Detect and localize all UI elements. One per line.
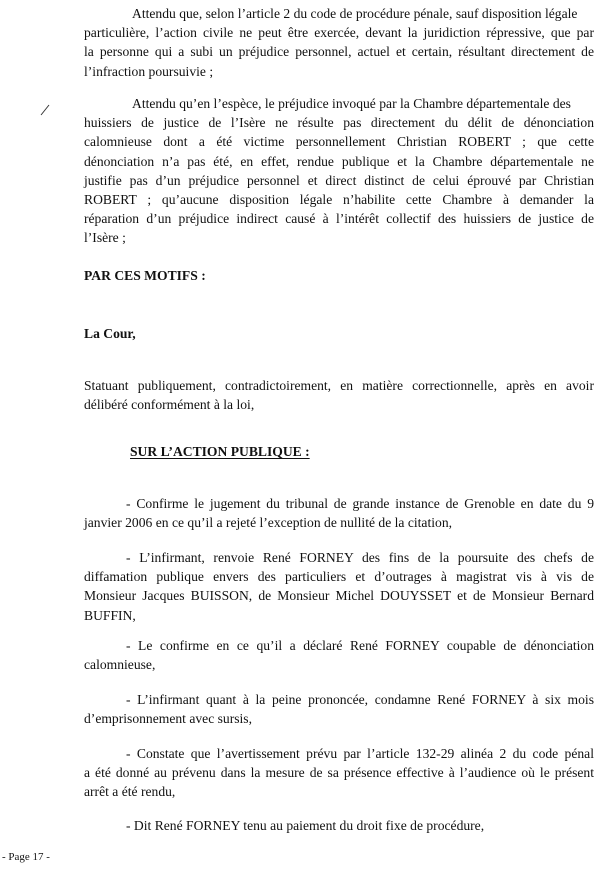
paragraph-confirme-jugement <box>84 494 594 532</box>
text-line: ROBERT ; qu’aucune disposition légale n’habilite cette Chambre à demander la <box>84 192 594 208</box>
text-line: huissiers de justice de l’Isère ne résulte pas directement du délit de dénonciation <box>84 115 594 131</box>
text-line: dénonciation n’a pas été, en effet, rendue publique et la Chambre départementale ne <box>84 153 594 169</box>
text-line: - Le confirme en ce qu’il a déclaré René FORNEY coupable de dénonciation <box>126 638 594 653</box>
text-line: délibéré conformément à la loi, <box>84 397 255 413</box>
text-line: justifie pas d’un préjudice personnel et direct distinct de celui éprouvé par Christian <box>84 172 594 188</box>
heading-la-cour: La Cour, <box>84 326 136 341</box>
paragraph-prejudice <box>84 94 594 248</box>
heading-action-publique: SUR L’ACTION PUBLIQUE : <box>130 444 310 459</box>
text-line: Attendu que, selon l’article 2 du code de procédure pénale, sauf disposition légale <box>132 6 578 21</box>
paragraph-droit-fixe <box>84 816 594 835</box>
text-line: - L’infirmant quant à la peine prononcée, condamne René FORNEY à six mois <box>126 692 594 707</box>
heading-par-ces-motifs: PAR CES MOTIFS : <box>84 268 206 283</box>
paragraph-peine <box>84 690 594 728</box>
text-line: diffamation publique envers des particuliers et d’outrages à magistrat vis à vis de <box>84 569 594 585</box>
paragraph-avertissement <box>84 744 594 802</box>
text-line: BUFFIN, <box>84 607 136 623</box>
text-line: l’infraction poursuivie ; <box>84 63 214 79</box>
text-line: Monsieur Jacques BUISSON, de Monsieur Michel DOUYSSET et de Monsieur Bernard <box>84 588 594 604</box>
text-line: la personne qui a subi un préjudice personnel, actuel et certain, résultant directement de <box>84 44 594 60</box>
text-line: Attendu qu’en l’espèce, le préjudice invoqué par la Chambre départementale des <box>132 96 571 111</box>
text-line: d’emprisonnement avec sursis, <box>84 711 252 727</box>
paragraph-confirme-culpabilite <box>84 636 594 674</box>
text-line: a été donné au prévenu dans la mesure de sa présence effective à l’audience où le présent <box>84 765 594 781</box>
paragraph-article-2 <box>84 4 594 81</box>
text-line: Statuant publiquement, contradictoirement, en matière correctionnelle, après en avoir <box>84 378 594 393</box>
margin-pen-mark <box>40 104 50 116</box>
text-line: janvier 2006 en ce qu’il a rejeté l’exception de nullité de la citation, <box>84 515 453 531</box>
text-line: calomnieuse dont a été victime personnellement Christian ROBERT ; que cette <box>84 134 594 150</box>
text-line: calomnieuse, <box>84 657 156 673</box>
page-number: - Page 17 - <box>2 851 50 863</box>
text-line: - Dit René FORNEY tenu au paiement du droit fixe de procédure, <box>126 818 485 833</box>
paragraph-infirmant-renvoie <box>84 548 594 625</box>
text-line: - Constate que l’avertissement prévu par l’article 132-29 alinéa 2 du code pénal <box>126 746 594 761</box>
text-line: réparation d’un préjudice indirect causé à l’intérêt collectif des huissiers de justice de <box>84 211 594 227</box>
text-line: l’Isère ; <box>84 230 126 246</box>
text-line: - Confirme le jugement du tribunal de grande instance de Grenoble en date du 9 <box>126 496 594 511</box>
text-line: - L’infirmant, renvoie René FORNEY des fins de la poursuite des chefs de <box>126 550 594 565</box>
paragraph-statuant <box>84 376 594 414</box>
text-line: particulière, l’action civile ne peut être exercée, devant la juridiction répressive, que par <box>84 25 594 41</box>
text-line: arrêt a été rendu, <box>84 784 176 800</box>
